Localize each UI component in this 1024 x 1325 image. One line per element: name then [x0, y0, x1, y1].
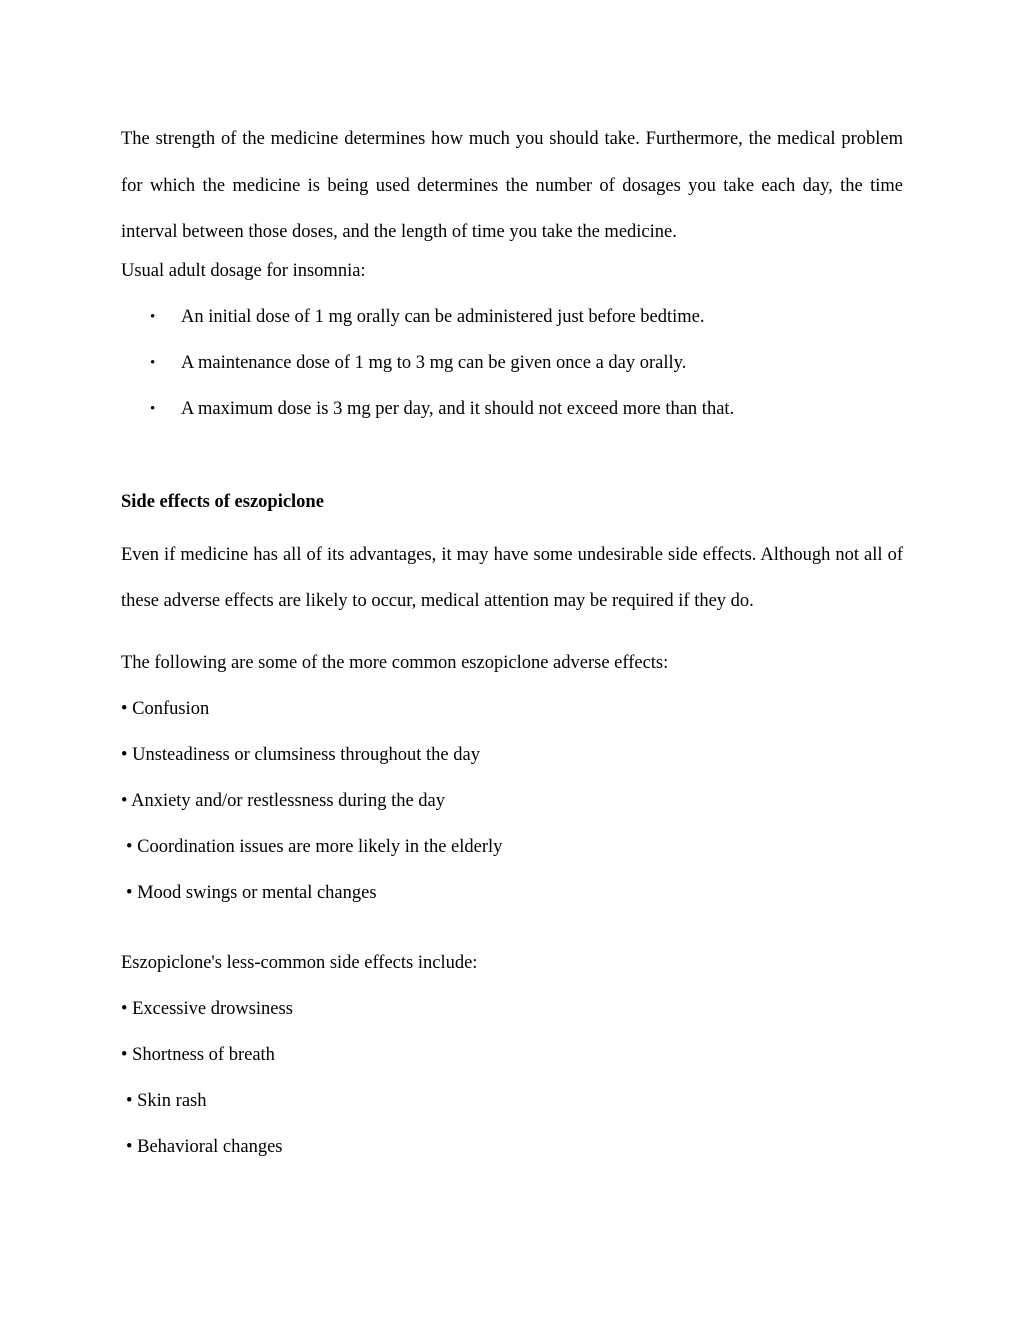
- dosage-item-text: A maintenance dose of 1 mg to 3 mg can be given once a day orally.: [181, 353, 687, 373]
- dosage-item-text: An initial dose of 1 mg orally can be administered just before bedtime.: [181, 307, 705, 327]
- list-item: • Anxiety and/or restlessness during the day: [121, 791, 446, 811]
- dosage-list-item: [150, 302, 705, 332]
- list-item: • Mood swings or mental changes: [126, 883, 377, 903]
- list-item: • Behavioral changes: [126, 1137, 283, 1157]
- list-item: • Skin rash: [126, 1091, 207, 1111]
- side-effects-heading: Side effects of eszopiclone: [121, 492, 324, 512]
- bullet-icon: •: [150, 309, 156, 325]
- side-effects-intro: Even if medicine has all of its advantages, it may have some undesirable side effects. Although not all of these adverse effects are likely to occur, medical attention may be required if they do.: [121, 545, 903, 611]
- list-item: • Coordination issues are more likely in the elderly: [126, 837, 503, 857]
- dosage-heading: Usual adult dosage for insomnia:: [121, 261, 366, 281]
- dosage-list-item: [150, 394, 734, 424]
- bullet-icon: •: [150, 355, 156, 371]
- less-common-effects-heading: Eszopiclone's less-common side effects include:: [121, 953, 478, 973]
- common-effects-heading: The following are some of the more common eszopiclone adverse effects:: [121, 653, 669, 673]
- bullet-icon: •: [150, 401, 156, 417]
- list-item: • Shortness of breath: [121, 1045, 275, 1065]
- list-item: • Unsteadiness or clumsiness throughout the day: [121, 745, 480, 765]
- intro-paragraph: The strength of the medicine determines how much you should take. Furthermore, the medical problem for which the medicine is being used determines the number of dosages you take each day, the time interval between those doses, and the length of time you take the medicine.: [121, 129, 903, 242]
- dosage-list-item: [150, 348, 686, 378]
- dosage-item-text: A maximum dose is 3 mg per day, and it should not exceed more than that.: [181, 399, 735, 419]
- list-item: • Confusion: [121, 699, 210, 719]
- list-item: • Excessive drowsiness: [121, 999, 293, 1019]
